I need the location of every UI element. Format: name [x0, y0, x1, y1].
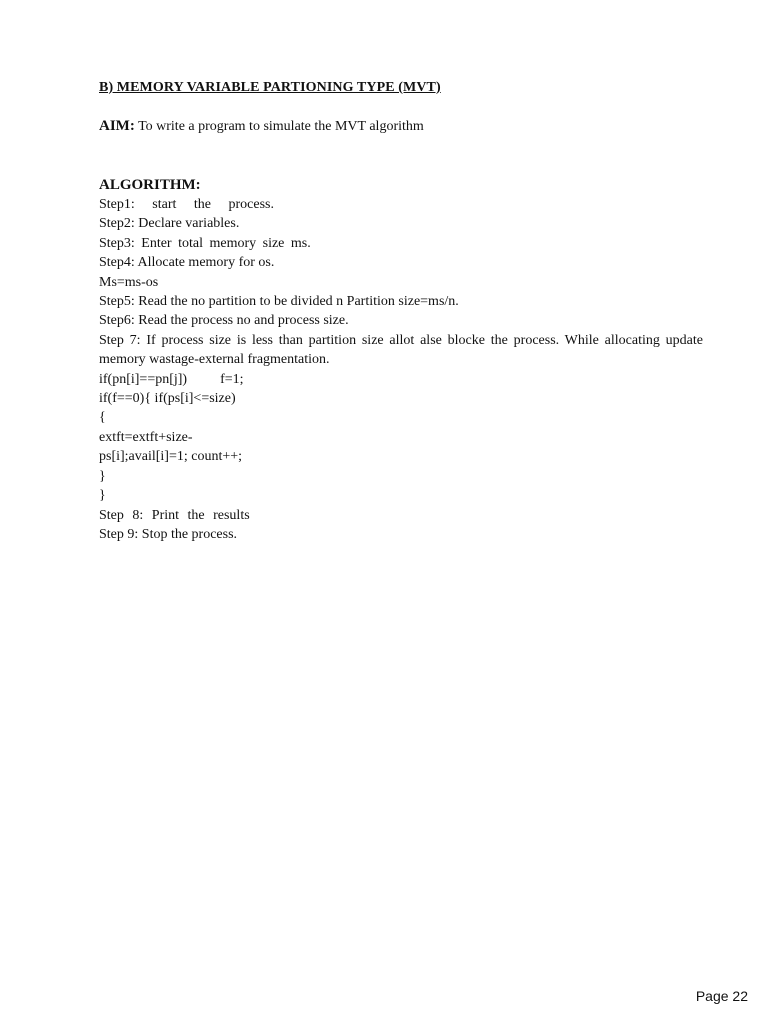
aim-paragraph	[99, 118, 424, 135]
algorithm-line: ps[i];avail[i]=1; count++;	[99, 449, 243, 465]
algorithm-line: if(f==0){ if(ps[i]<=size)	[99, 391, 236, 407]
code-assignment: f=1;	[220, 371, 244, 387]
algorithm-heading: ALGORITHM:	[99, 177, 201, 193]
algorithm-line: Step4: Allocate memory for os.	[99, 255, 275, 271]
algorithm-line	[99, 370, 703, 389]
algorithm-line: }	[99, 488, 106, 504]
algorithm-line: Step5: Read the no partition to be divided n Partition size=ms/n.	[99, 294, 459, 310]
algorithm-line: Step1: start the process.	[99, 197, 274, 212]
aim-label: AIM:	[99, 118, 135, 134]
section-title: B) MEMORY VARIABLE PARTIONING TYPE (MVT)	[99, 80, 441, 95]
algorithm-line: }	[99, 468, 106, 484]
algorithm-line: Ms=ms-os	[99, 274, 159, 290]
page-number: Page 22	[695, 988, 748, 1004]
algorithm-line: extft=extft+size-	[99, 429, 193, 445]
code-condition: if(pn[i]==pn[j])	[99, 371, 188, 387]
algorithm-line: Step3: Enter total memory size ms.	[99, 235, 311, 251]
algorithm-line: Step6: Read the process no and process size.	[99, 313, 349, 329]
algorithm-line: Step 7: If process size is less than partition size allot alse blocke the process. While allocating update memory wastage-external fragmentation.	[99, 332, 703, 368]
algorithm-line: Step 9: Stop the process.	[99, 526, 238, 542]
algorithm-line: {	[99, 410, 106, 426]
algorithm-line: Step 8: Print the results	[99, 507, 250, 523]
aim-text: To write a program to simulate the MVT algorithm	[134, 119, 424, 134]
algorithm-line: Step2: Declare variables.	[99, 216, 240, 232]
algorithm-steps	[99, 195, 703, 544]
